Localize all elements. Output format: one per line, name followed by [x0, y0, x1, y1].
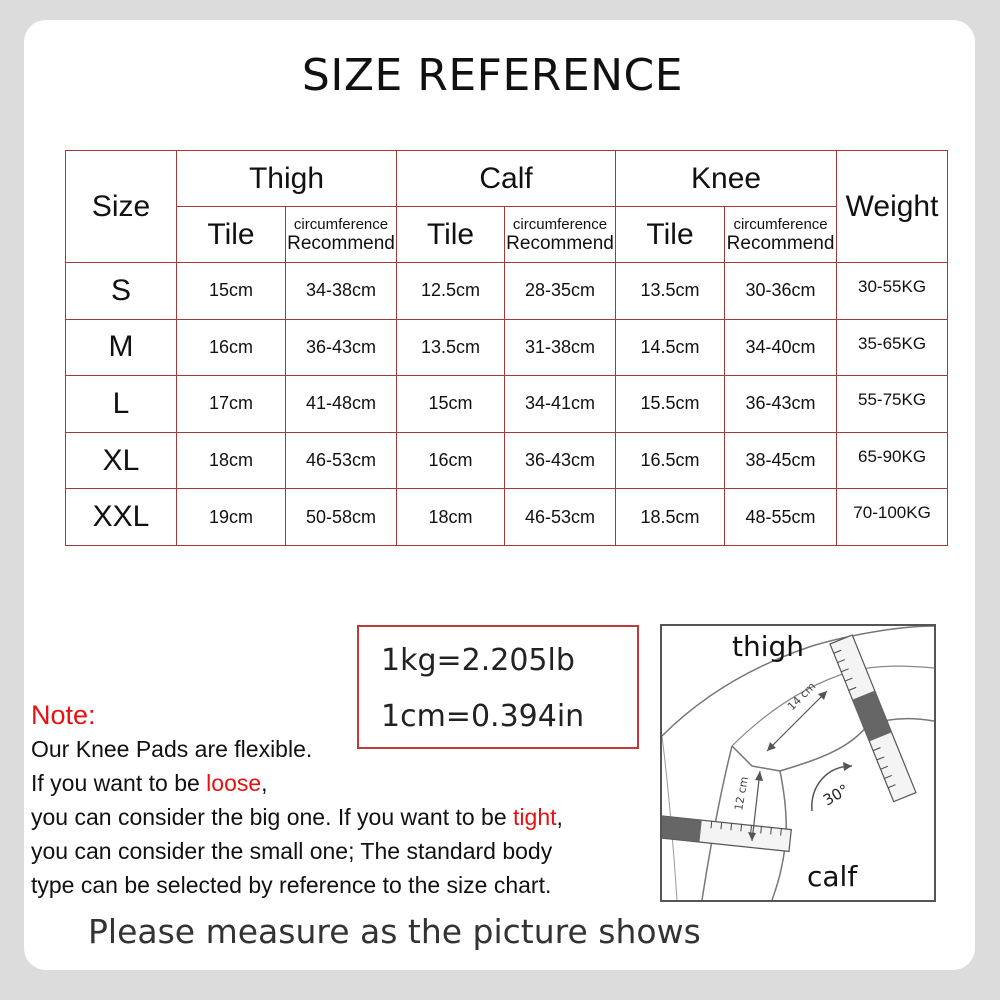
knee-tile-cell: 18.5cm: [616, 489, 725, 546]
thigh-circ-cell: 36-43cm: [286, 319, 397, 376]
knee-circ-cell: 48-55cm: [725, 489, 837, 546]
footer-instruction: Please measure as the picture shows: [88, 912, 701, 951]
size-cell: S: [66, 263, 177, 320]
knee-circ-cell: 36-43cm: [725, 376, 837, 433]
calf-tile-label: 12 cm: [732, 775, 751, 812]
table-row: [66, 319, 948, 376]
loose-highlight: loose: [206, 770, 262, 796]
thigh-tile-header: Tile: [177, 207, 286, 263]
weight-cell: 55-75KG: [837, 376, 948, 433]
header-weight: Weight: [837, 151, 948, 263]
note-line: you can consider the small one; The standard body: [31, 838, 553, 864]
calf-tile-cell: 18cm: [397, 489, 505, 546]
cm-conversion: 1cm=0.394in: [381, 699, 585, 734]
knee-tile-header: Tile: [616, 207, 725, 263]
table-row: [66, 263, 948, 320]
thigh-label: thigh: [732, 630, 805, 663]
size-cell: M: [66, 319, 177, 376]
thigh-tile-label: 14 cm: [784, 679, 819, 714]
size-cell: L: [66, 376, 177, 433]
thigh-circ-cell: 50-58cm: [286, 489, 397, 546]
calf-tile-cell: 13.5cm: [397, 319, 505, 376]
header-size: Size: [66, 151, 177, 263]
kneecap-outline: [732, 746, 780, 771]
table-row: [66, 432, 948, 489]
tight-highlight: tight: [513, 804, 557, 830]
knee-circ-header: circumference Recommend: [725, 207, 837, 263]
note-line: you can consider the big one. If you want to be tight,: [31, 804, 563, 830]
size-cell: XL: [66, 432, 177, 489]
note-title: Note:: [31, 700, 96, 730]
note-block: [31, 698, 671, 902]
thigh-tile-cell: 17cm: [177, 376, 286, 433]
knee-outline: [780, 719, 934, 771]
weight-cell: 70-100KG: [837, 489, 948, 546]
thigh-tile-cell: 16cm: [177, 319, 286, 376]
knee-tile-cell: 14.5cm: [616, 319, 725, 376]
thigh-circ-cell: 46-53cm: [286, 432, 397, 489]
note-line: If you want to be loose,: [31, 770, 268, 796]
size-table: [65, 150, 948, 546]
calf-circ-header: circumference Recommend: [505, 207, 616, 263]
size-cell: XXL: [66, 489, 177, 546]
calf-circ-cell: 34-41cm: [505, 376, 616, 433]
thigh-circ-header: circumference Recommend: [286, 207, 397, 263]
calf-tile-cell: 12.5cm: [397, 263, 505, 320]
note-line: Our Knee Pads are flexible.: [31, 736, 313, 762]
knee-circ-cell: 30-36cm: [725, 263, 837, 320]
page-title: SIZE REFERENCE: [301, 50, 684, 101]
header-calf: Calf: [397, 151, 616, 207]
thigh-tile-cell: 18cm: [177, 432, 286, 489]
calf-circ-cell: 46-53cm: [505, 489, 616, 546]
calf-tile-cell: 15cm: [397, 376, 505, 433]
header-thigh: Thigh: [177, 151, 397, 207]
table-row: [66, 489, 948, 546]
thigh-circ-cell: 34-38cm: [286, 263, 397, 320]
kg-conversion: 1kg=2.205lb: [381, 643, 575, 678]
knee-circ-cell: 34-40cm: [725, 319, 837, 376]
angle-label: 30°: [820, 780, 853, 810]
header-knee: Knee: [616, 151, 837, 207]
calf-circ-cell: 36-43cm: [505, 432, 616, 489]
note-line: type can be selected by reference to the size chart.: [31, 872, 552, 898]
thigh-tile-cell: 15cm: [177, 263, 286, 320]
knee-tile-cell: 16.5cm: [616, 432, 725, 489]
calf-tile-header: Tile: [397, 207, 505, 263]
weight-cell: 35-65KG: [837, 319, 948, 376]
calf-circ-cell: 28-35cm: [505, 263, 616, 320]
thigh-tile-cell: 19cm: [177, 489, 286, 546]
thigh-inner-outline: [732, 666, 934, 746]
knee-tile-cell: 13.5cm: [616, 263, 725, 320]
calf-label: calf: [807, 860, 858, 893]
table-row: [66, 376, 948, 433]
calf-circ-cell: 31-38cm: [505, 319, 616, 376]
knee-tile-cell: 15.5cm: [616, 376, 725, 433]
weight-cell: 65-90KG: [837, 432, 948, 489]
thigh-circ-cell: 41-48cm: [286, 376, 397, 433]
knee-circ-cell: 38-45cm: [725, 432, 837, 489]
calf-tape-measure: [662, 816, 791, 851]
knee-measure-diagram: [660, 624, 936, 902]
calf-tile-cell: 16cm: [397, 432, 505, 489]
weight-cell: 30-55KG: [837, 263, 948, 320]
leg-illustration: [662, 626, 934, 900]
